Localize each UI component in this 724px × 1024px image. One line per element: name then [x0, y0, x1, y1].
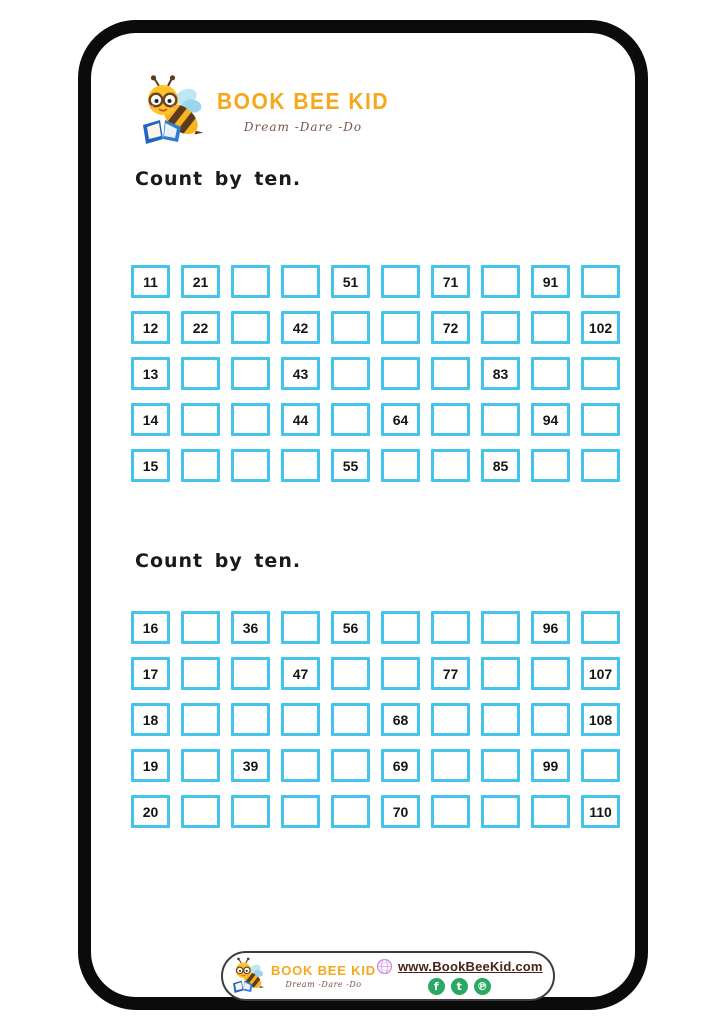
answer-box-empty [181, 749, 220, 782]
facebook-icon[interactable]: f [428, 978, 445, 995]
answer-box-empty [181, 403, 220, 436]
answer-box-filled: 51 [331, 265, 370, 298]
answer-box-filled: 21 [181, 265, 220, 298]
answer-box-empty [381, 611, 420, 644]
answer-box-empty [581, 265, 620, 298]
answer-box-filled: 91 [531, 265, 570, 298]
bee-mascot-icon [139, 75, 209, 147]
page-frame [78, 20, 648, 1010]
answer-box-filled: 42 [281, 311, 320, 344]
answer-box-filled: 69 [381, 749, 420, 782]
answer-box-empty [581, 611, 620, 644]
answer-box-filled: 13 [131, 357, 170, 390]
answer-box-filled: 108 [581, 703, 620, 736]
answer-box-empty [331, 311, 370, 344]
answer-box-empty [581, 357, 620, 390]
answer-box-filled: 16 [131, 611, 170, 644]
answer-box-filled: 44 [281, 403, 320, 436]
answer-box-empty [331, 703, 370, 736]
twitter-icon[interactable]: t [451, 978, 468, 995]
answer-box-filled: 17 [131, 657, 170, 690]
answer-box-empty [381, 449, 420, 482]
answer-box-empty [331, 749, 370, 782]
answer-box-empty [381, 357, 420, 390]
answer-box-empty [531, 311, 570, 344]
answer-box-filled: 99 [531, 749, 570, 782]
answer-box-filled: 72 [431, 311, 470, 344]
answer-box-empty [231, 795, 270, 828]
answer-box-empty [181, 611, 220, 644]
answer-box-filled: 64 [381, 403, 420, 436]
pinterest-icon[interactable]: ℗ [474, 978, 491, 995]
count-grid-2 [131, 611, 620, 828]
brand-tagline: Dream -Dare -Do [243, 120, 363, 134]
answer-box-empty [431, 703, 470, 736]
answer-box-filled: 12 [131, 311, 170, 344]
footer-brand-name: BOOK BEE KID [271, 963, 376, 978]
answer-box-empty [531, 449, 570, 482]
answer-box-empty [181, 357, 220, 390]
answer-box-empty [331, 357, 370, 390]
answer-box-empty [331, 657, 370, 690]
answer-box-filled: 43 [281, 357, 320, 390]
answer-box-empty [181, 657, 220, 690]
answer-box-filled: 15 [131, 449, 170, 482]
answer-box-empty [231, 403, 270, 436]
answer-box-empty [231, 265, 270, 298]
answer-box-filled: 20 [131, 795, 170, 828]
answer-box-empty [431, 749, 470, 782]
answer-box-empty [481, 611, 520, 644]
answer-box-filled: 71 [431, 265, 470, 298]
answer-box-empty [381, 311, 420, 344]
answer-box-empty [481, 749, 520, 782]
answer-box-empty [231, 311, 270, 344]
answer-box-empty [281, 703, 320, 736]
answer-box-empty [481, 311, 520, 344]
answer-box-empty [531, 657, 570, 690]
answer-box-filled: 14 [131, 403, 170, 436]
answer-box-empty [281, 795, 320, 828]
answer-box-filled: 19 [131, 749, 170, 782]
answer-box-filled: 94 [531, 403, 570, 436]
social-icons [428, 978, 491, 995]
answer-box-empty [381, 657, 420, 690]
answer-box-filled: 77 [431, 657, 470, 690]
answer-box-empty [231, 657, 270, 690]
answer-box-empty [581, 449, 620, 482]
answer-box-empty [431, 449, 470, 482]
answer-box-empty [531, 357, 570, 390]
answer-box-empty [181, 795, 220, 828]
answer-box-filled: 68 [381, 703, 420, 736]
answer-box-filled: 83 [481, 357, 520, 390]
answer-box-filled: 22 [181, 311, 220, 344]
answer-box-empty [281, 611, 320, 644]
answer-box-empty [181, 449, 220, 482]
answer-box-empty [481, 657, 520, 690]
answer-box-empty [581, 749, 620, 782]
answer-box-empty [431, 611, 470, 644]
answer-box-empty [431, 357, 470, 390]
answer-box-empty [481, 265, 520, 298]
count-grid-1 [131, 265, 620, 482]
answer-box-filled: 96 [531, 611, 570, 644]
answer-box-empty [431, 403, 470, 436]
brand-logo [139, 75, 389, 147]
answer-box-empty [281, 265, 320, 298]
brand-name: BOOK BEE KID [217, 89, 390, 115]
answer-box-filled: 110 [581, 795, 620, 828]
answer-box-empty [231, 703, 270, 736]
answer-box-filled: 56 [331, 611, 370, 644]
footer-brand-tagline: Dream -Dare -Do [285, 980, 362, 989]
answer-box-empty [331, 795, 370, 828]
answer-box-filled: 11 [131, 265, 170, 298]
answer-box-filled: 102 [581, 311, 620, 344]
answer-box-empty [331, 403, 370, 436]
answer-box-empty [231, 357, 270, 390]
answer-box-empty [531, 703, 570, 736]
website-link[interactable]: www.BookBeeKid.com [397, 958, 543, 974]
section-1-heading: Count by ten. [135, 168, 302, 190]
answer-box-empty [531, 795, 570, 828]
answer-box-empty [281, 749, 320, 782]
answer-box-empty [281, 449, 320, 482]
answer-box-empty [181, 703, 220, 736]
answer-box-empty [481, 703, 520, 736]
footer-brand-logo [231, 957, 376, 995]
answer-box-filled: 18 [131, 703, 170, 736]
answer-box-filled: 85 [481, 449, 520, 482]
answer-box-empty [431, 795, 470, 828]
answer-box-filled: 36 [231, 611, 270, 644]
answer-box-filled: 47 [281, 657, 320, 690]
answer-box-filled: 55 [331, 449, 370, 482]
answer-box-empty [381, 265, 420, 298]
answer-box-empty [481, 403, 520, 436]
answer-box-filled: 107 [581, 657, 620, 690]
globe-icon [376, 958, 393, 975]
bee-mascot-icon [231, 957, 267, 995]
footer-badge [221, 951, 555, 1001]
section-2-heading: Count by ten. [135, 550, 302, 572]
answer-box-empty [481, 795, 520, 828]
answer-box-filled: 39 [231, 749, 270, 782]
answer-box-empty [231, 449, 270, 482]
answer-box-empty [581, 403, 620, 436]
answer-box-filled: 70 [381, 795, 420, 828]
